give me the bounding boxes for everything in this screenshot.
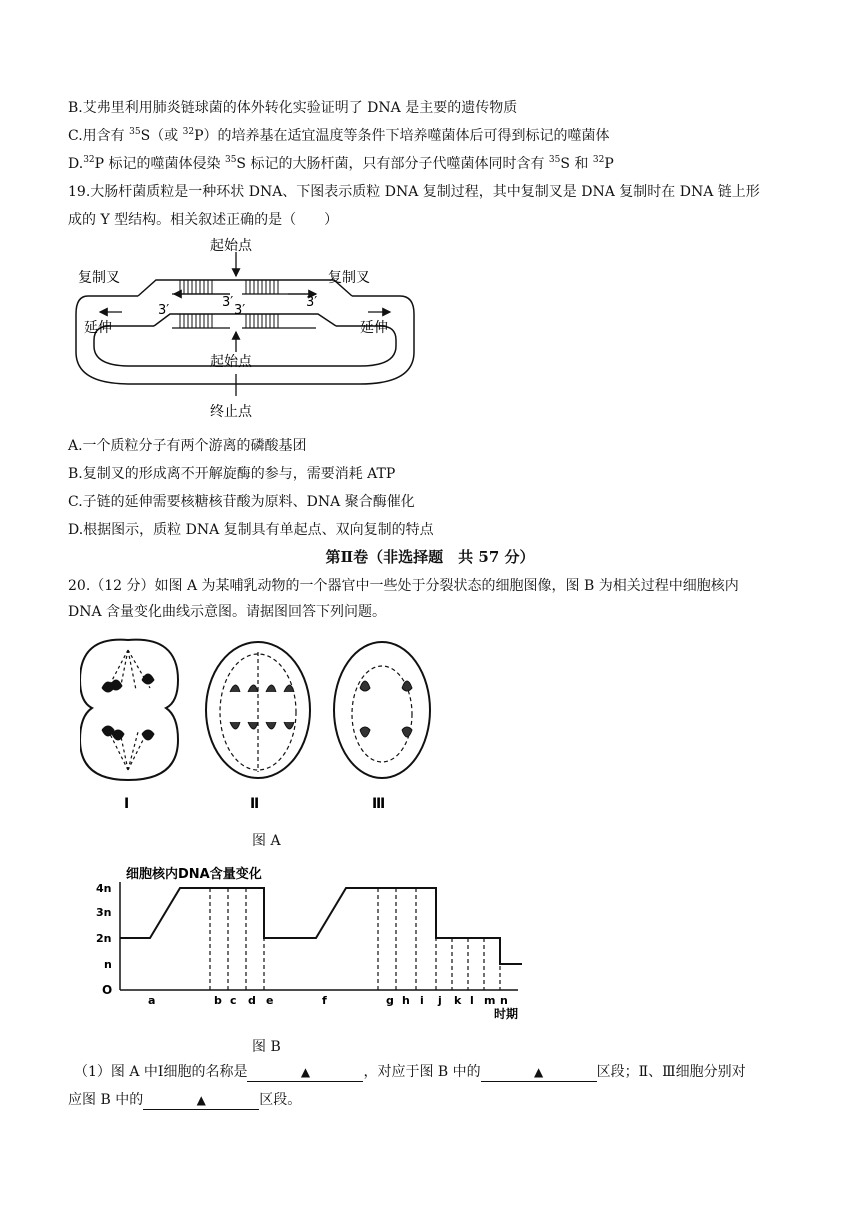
chart-xlabel: 时期 [494,1007,519,1021]
q19-option-c: C.子链的延伸需要核糖核苷酸为原料、DNA 聚合酶催化 [68,494,415,510]
chart-ylabel: 细胞核内DNA含量变化 [126,867,262,882]
cell-label-II: Ⅱ [250,796,260,812]
xtick-h: h [402,994,410,1007]
xtick-m: m [484,994,496,1007]
xtick-b: b [214,994,222,1007]
cell-II [206,642,310,778]
xtick-d: d [248,994,256,1007]
base-pairs-bottom [180,314,278,328]
q20-stem-line2: DNA 含量变化曲线示意图。请据图回答下列问题。 [68,604,387,620]
answer-blank-3[interactable]: ▲ [143,1092,259,1110]
xtick-i: i [420,994,424,1007]
xtick-f: f [322,994,327,1007]
label-origin-bottom: 起始点 [210,354,252,370]
label-3prime-4: 3′ [234,303,246,318]
ytick-4n: 4n [96,882,112,895]
ytick-n: n [104,958,112,971]
label-terminus: 终止点 [210,404,252,420]
label-extend-right: 延伸 [360,320,388,336]
section-2-title: 第Ⅱ卷（非选择题 共 57 分） [325,548,535,566]
xtick-c: c [230,994,237,1007]
q19-option-d: D.根据图示，质粒 DNA 复制具有单起点、双向复制的特点 [68,522,434,538]
xtick-n: n [500,994,508,1007]
cell-label-I: Ⅰ [124,796,130,812]
xtick-k: k [454,994,462,1007]
q19-stem-line2: 成的 Y 型结构。相关叙述正确的是（ ） [68,212,339,228]
figure-b-chart [90,862,530,1022]
label-3prime-2: 3′ [306,295,318,310]
label-3prime-1: 3′ [222,295,234,310]
q19-option-b: B.复制叉的形成离不开解旋酶的参与，需要消耗 ATP [68,466,396,482]
xtick-a: a [148,994,156,1007]
plasmid-replication-diagram [70,234,430,424]
q19-option-a: A.一个质粒分子有两个游离的磷酸基团 [68,438,307,454]
label-3prime-3: 3′ [158,303,170,318]
cell-label-III: Ⅲ [372,796,386,812]
cell-III [334,642,430,778]
label-fork-right: 复制叉 [328,270,370,286]
figure-a-caption: 图 A [252,833,281,849]
q18-option-b: B.艾弗里利用肺炎链球菌的体外转化实验证明了 DNA 是主要的遗传物质 [68,100,518,116]
q18-option-d: D.$^{32}$P 标记的噬菌体侵染 $^{35}$S 标记的大肠杆菌，只有部分子代噬菌体同时含有 $^{35}$S 和 $^{32}$P [68,155,614,172]
label-origin-top: 起始点 [210,238,252,254]
ytick-O: O [102,983,113,997]
q20-stem-line1: 20.（12 分）如图 A 为某哺乳动物的一个器官中一些处于分裂状态的细胞图像，图 B 为相关过程中细胞核内 [68,578,739,594]
q20-sub1-line1: （1）图 A 中Ⅰ细胞的名称是 ▲ ，对应于图 B 中的 ▲ 区段；Ⅱ、Ⅲ细胞分别对 [74,1064,746,1080]
dna-content-curve [120,888,522,964]
q19-stem-line1: 19.大肠杆菌质粒是一种环状 DNA、下图表示质粒 DNA 复制过程，其中复制叉是 DNA 复制时在 DNA 链上形 [68,184,760,200]
ytick-3n: 3n [96,906,112,919]
cell-I [80,640,178,780]
label-fork-left: 复制叉 [78,270,120,286]
xtick-e: e [266,994,274,1007]
xtick-j: j [438,994,442,1007]
q20-sub1-line2: 应图 B 中的 ▲ 区段。 [68,1092,302,1108]
figure-b-caption: 图 B [252,1039,281,1055]
answer-blank-2[interactable]: ▲ [481,1064,597,1082]
q18-option-c: C.用含有 $^{35}$S（或 $^{32}$P）的培养基在适宜温度等条件下培养噬菌体后可得到标记的噬菌体 [68,127,610,144]
ytick-2n: 2n [96,932,112,945]
figure-a-cells [80,630,460,820]
base-pairs-top [180,280,278,294]
answer-blank-1[interactable]: ▲ [247,1064,363,1082]
label-extend-left: 延伸 [84,320,112,336]
xtick-l: l [470,994,474,1007]
xtick-g: g [386,994,394,1007]
